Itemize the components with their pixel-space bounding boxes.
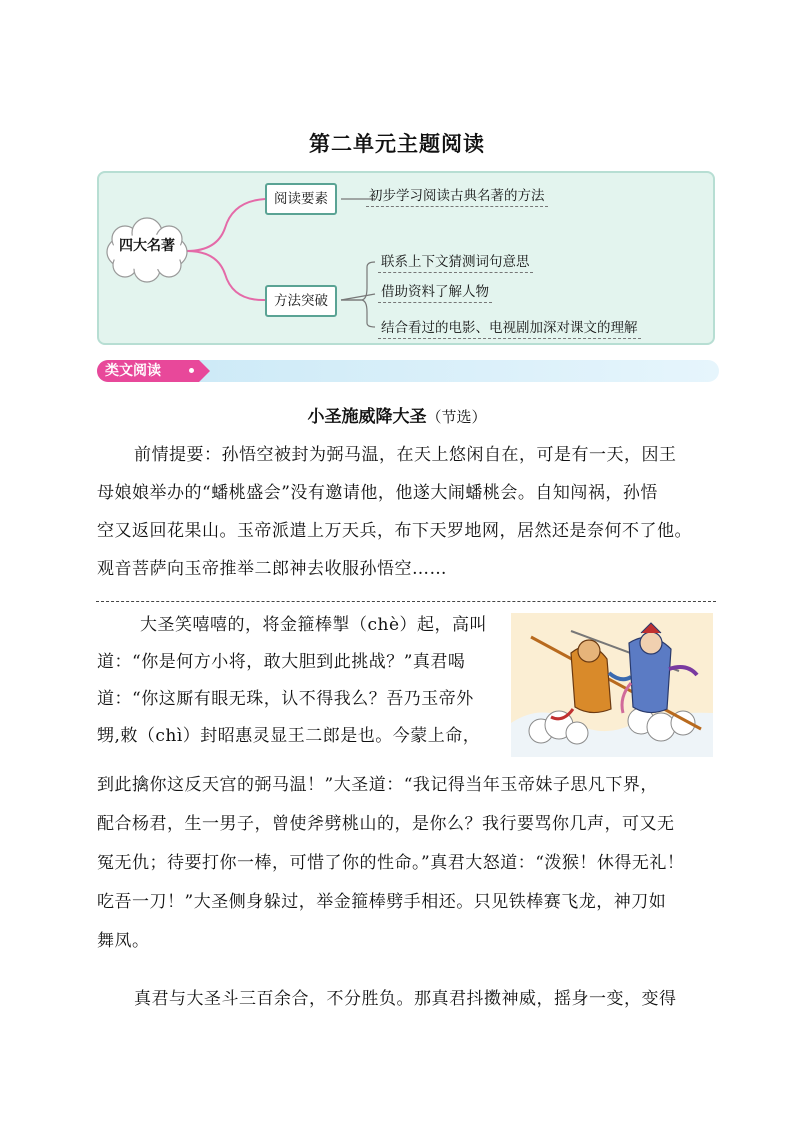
body-line: 道：“你这厮有眼无珠，认不得我么？吾乃玉帝外 [97, 689, 474, 709]
body-line: 真君与大圣斗三百余合，不分胜负。那真君抖擞神威，摇身一变，变得 [134, 989, 677, 1009]
body-line: 大圣笑嘻嘻的，将金箍棒掣（chè）起，高叫 [140, 615, 488, 635]
article-title-text: 小圣施威降大圣 [307, 407, 427, 427]
battle-illustration [511, 613, 713, 757]
leaf-item: 借助资料了解人物 [378, 280, 492, 303]
page-title: 第二单元主题阅读 [309, 132, 485, 156]
section-banner [97, 360, 719, 382]
branch-reading-elements: 阅读要素 [265, 183, 337, 215]
banner-dot [189, 368, 194, 373]
leaf-item: 联系上下文猜测词句意思 [378, 250, 533, 273]
body-line: 到此擒你这反天宫的弼马温！”大圣道：“我记得当年玉帝妹子思凡下界， [97, 775, 658, 795]
intro-line: 观音菩萨向玉帝推举二郎神去收服孙悟空…… [97, 559, 447, 579]
leaf-item: 结合看过的电影、电视剧加深对课文的理解 [378, 316, 641, 339]
branch-method-breakthrough: 方法突破 [265, 285, 337, 317]
body-line: 道：“你是何方小将，敢大胆到此挑战？”真君喝 [97, 652, 466, 672]
mind-map [97, 171, 715, 345]
section-tag: 类文阅读 [97, 360, 199, 382]
mind-map-center: 四大名著 [119, 238, 175, 254]
intro-line: 前情提要：孙悟空被封为弼马温，在天上悠闲自在，可是有一天，因王 [134, 445, 677, 465]
body-line: 吃吾一刀！”大圣侧身躲过，举金箍棒劈手相还。只见铁棒赛飞龙，神刀如 [97, 892, 667, 912]
leaf-item: 初步学习阅读古典名著的方法 [366, 184, 548, 207]
intro-line: 母娘娘举办的“蟠桃盛会”没有邀请他，他遂大闹蟠桃会。自知闯祸，孙悟 [97, 483, 658, 503]
article-title [0, 402, 794, 427]
intro-line: 空又返回花果山。玉帝派遣上万天兵，布下天罗地网，居然还是奈何不了他。 [97, 521, 692, 541]
body-line: 舞凤。 [97, 931, 150, 951]
body-line: 冤无仇；待要打你一棒，可惜了你的性命。”真君大怒道：“泼猴！休得无礼！ [97, 853, 685, 873]
body-line: 配合杨君，生一男子，曾使斧劈桃山的，是你么？我行要骂你几声，可又无 [97, 814, 675, 834]
divider [96, 601, 716, 602]
article-subtitle: （节选） [426, 408, 487, 426]
body-line: 甥,敕（chì）封昭惠灵显王二郎是也。今蒙上命， [97, 726, 481, 746]
